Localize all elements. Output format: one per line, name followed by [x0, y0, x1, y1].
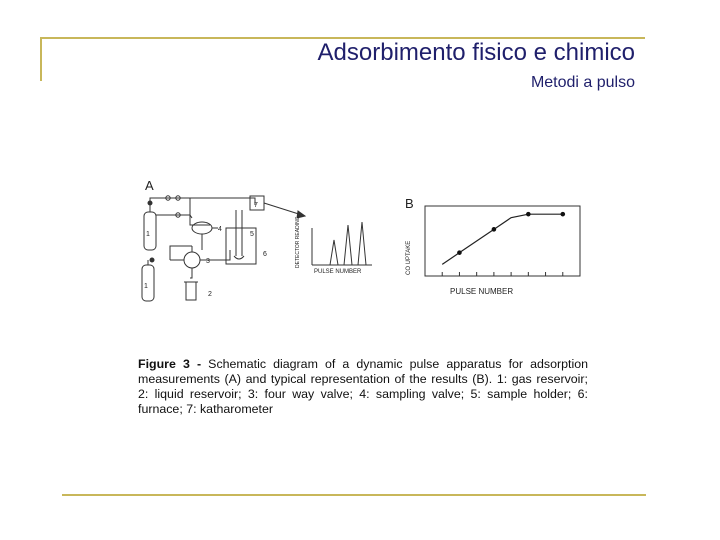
uptake-xlabel: PULSE NUMBER — [450, 287, 514, 296]
sampling-valve — [192, 222, 212, 234]
uptake-plot-frame — [425, 206, 580, 276]
component-number: 1 — [144, 283, 148, 290]
pulse-axis-label: PULSE NUMBER — [314, 269, 362, 275]
uptake-plot — [425, 206, 580, 276]
sample-holder — [234, 256, 244, 259]
component-number: 1 — [146, 231, 150, 238]
uptake-point — [560, 212, 565, 217]
apparatus-figure — [130, 170, 595, 355]
uptake-point — [526, 212, 531, 217]
component-number: 4 — [218, 226, 222, 233]
apparatus-diagram — [130, 170, 595, 355]
figure-caption — [138, 357, 588, 417]
panel-a-label: A — [145, 178, 154, 193]
liquid-reservoir — [186, 282, 196, 300]
panel-b-label: B — [405, 196, 414, 211]
detector-peaks — [314, 222, 370, 265]
slide-subtitle: Metodi a pulso — [530, 74, 635, 91]
component-number: 2 — [208, 291, 212, 298]
uptake-point — [492, 227, 497, 232]
uptake-point — [457, 250, 462, 255]
slide-frame-left — [40, 37, 42, 81]
slide-title: Adsorbimento fisico e chimico — [317, 39, 635, 66]
component-number: 6 — [263, 251, 267, 258]
component-number: 5 — [250, 231, 254, 238]
component-number: 7 — [254, 202, 258, 209]
uptake-series-line — [442, 214, 563, 264]
detector-axis-label: DETECTOR READING — [295, 216, 301, 268]
caption-text: Schematic diagram of a dynamic pulse apparatus for adsorption measurements (A) and typical representation of the results (B). 1: gas reservoir; 2: liquid reservoir; 3: four way valve; 4: sampling valve; 5: sample holder; 6: furnace; 7: katharometer — [138, 357, 588, 416]
component-number: 3 — [206, 258, 210, 265]
four-way-valve — [184, 252, 200, 268]
caption-lead: Figure 3 - — [138, 357, 202, 371]
uptake-ylabel: CO UPTAKE — [406, 240, 412, 275]
slide-frame-bottom — [62, 494, 646, 496]
